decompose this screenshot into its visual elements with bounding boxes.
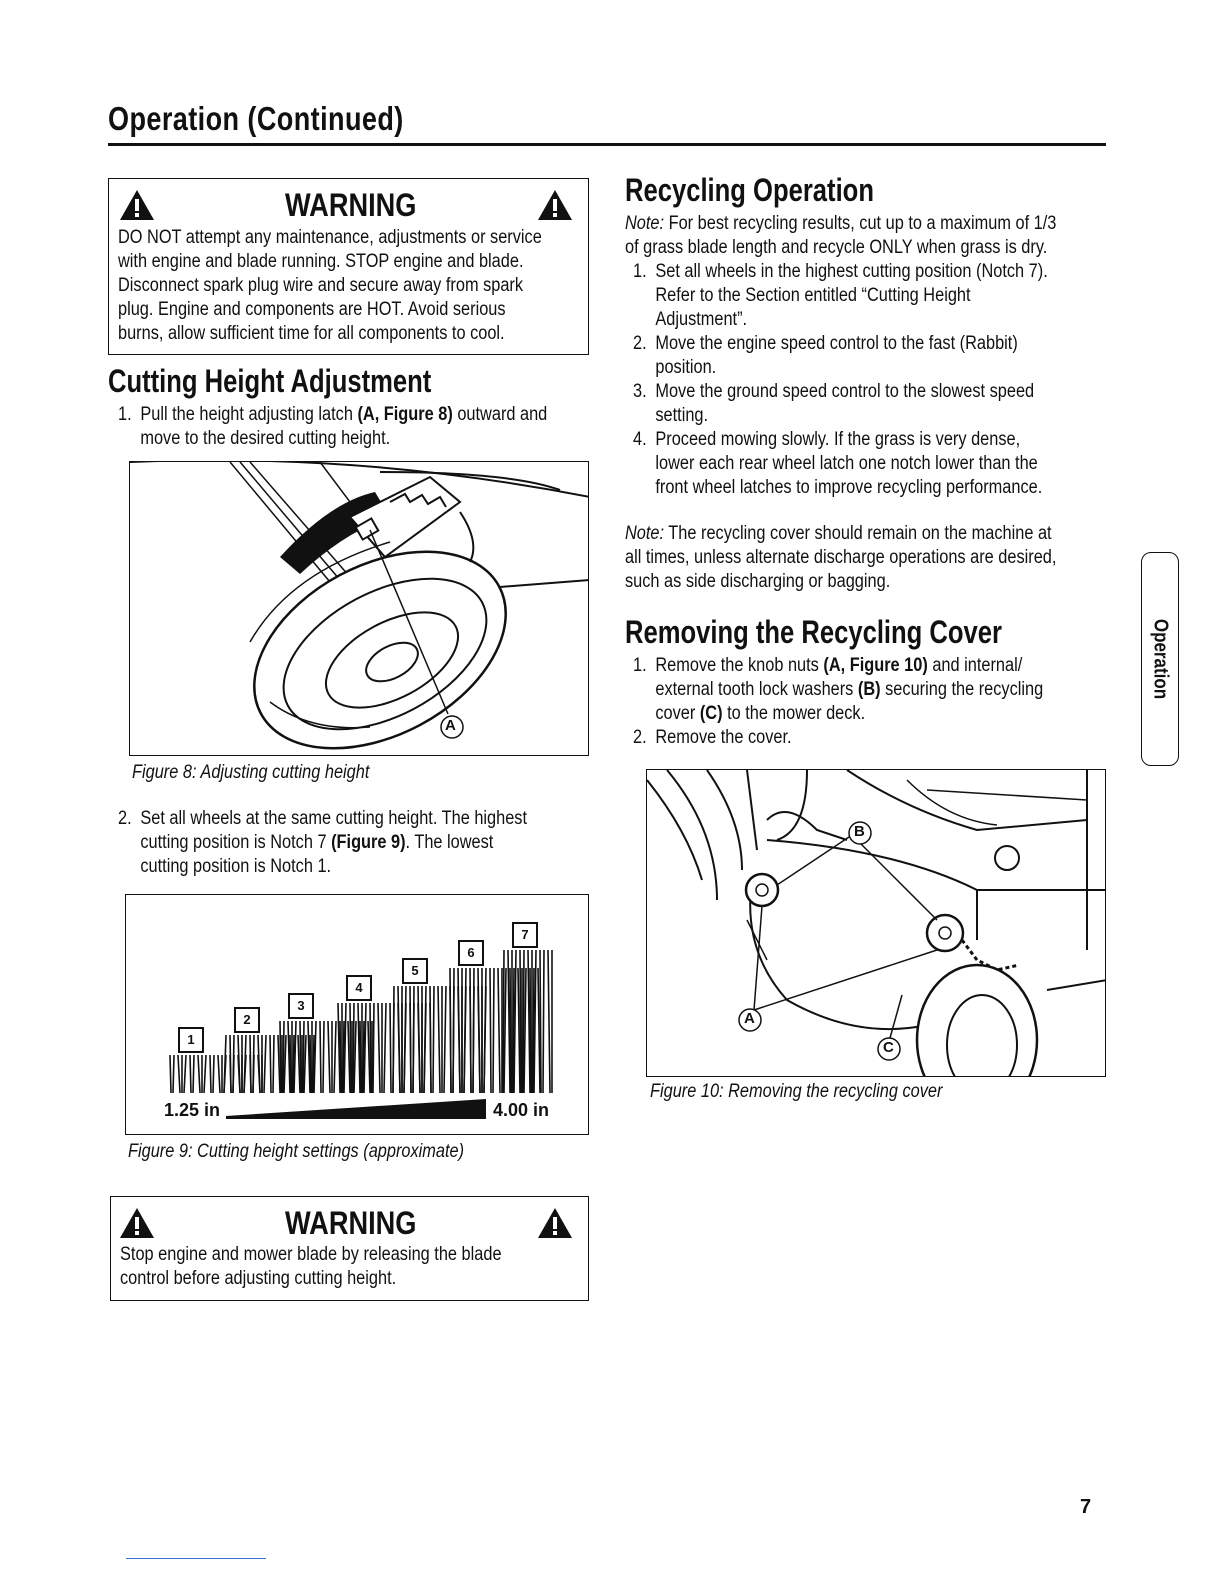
page-title: Operation (Continued)	[108, 100, 404, 137]
figure-label-a: A	[445, 717, 456, 734]
step-text: . The lowest	[405, 832, 494, 853]
note-text: For best recycling results, cut up to a maximum of 1/3	[664, 213, 1057, 234]
figure-label-a: A	[744, 1010, 755, 1027]
step-text: securing the recycling	[880, 679, 1044, 700]
recycling-step-line	[633, 332, 1048, 356]
step-text: position.	[655, 357, 717, 378]
step-number: 3.	[633, 381, 647, 402]
step-reference: (A, Figure 8)	[357, 404, 453, 425]
step-text: Refer to the Section entitled “Cutting Height	[655, 285, 971, 306]
step-text: cutting position is Notch 7	[140, 832, 332, 853]
step-number: 1.	[633, 655, 647, 676]
step-reference: (C)	[699, 703, 723, 724]
step-text: Set all wheels in the highest cutting position (Notch 7).	[655, 261, 1048, 282]
figure-10-illustration	[647, 770, 1106, 1077]
step-text: Pull the height adjusting latch	[140, 404, 358, 425]
warning-line: Stop engine and mower blade by releasing the blade	[120, 1244, 502, 1265]
figure-10-caption: Figure 10: Removing the recycling cover	[650, 1081, 943, 1102]
section-side-tab[interactable]	[1141, 552, 1179, 766]
warning-title: WARNING	[285, 187, 417, 223]
recycling-step-line	[633, 356, 1048, 380]
note-label: Note:	[625, 213, 665, 234]
recycling-step-line	[633, 284, 1048, 308]
step-text: Move the ground speed control to the slowest speed	[655, 381, 1035, 402]
figure-9	[125, 894, 589, 1135]
step-reference: (Figure 9)	[331, 832, 406, 853]
cutting-step-1	[118, 403, 547, 451]
step-text: Proceed mowing slowly. If the grass is very dense,	[655, 429, 1021, 450]
note-text: of grass blade length and recycle ONLY when grass is dry.	[625, 237, 1048, 258]
figure-label-b: B	[854, 823, 865, 840]
section-title-removing-cover: Removing the Recycling Cover	[625, 614, 1002, 650]
section-title-recycling: Recycling Operation	[625, 172, 874, 208]
warning-box-top	[108, 178, 589, 355]
warning-line: Disconnect spark plug wire and secure away from spark	[118, 275, 524, 296]
warning-line: plug. Engine and components are HOT. Avoid serious	[118, 299, 506, 320]
recycling-step-line	[633, 476, 1048, 500]
warning-line: with engine and blade running. STOP engine and blade.	[118, 251, 524, 272]
step-text: to the mower deck.	[722, 703, 866, 724]
notch-box: 6	[458, 940, 484, 966]
step-number: 4.	[633, 429, 647, 450]
warning-box-bottom	[110, 1196, 589, 1301]
removing-steps	[633, 654, 1043, 750]
section-title-cutting-height: Cutting Height Adjustment	[108, 363, 432, 399]
step-text: cover	[655, 703, 700, 724]
notch-labels	[126, 895, 589, 1135]
page-number: 7	[1080, 1496, 1092, 1518]
warning-line: DO NOT attempt any maintenance, adjustments or service	[118, 227, 542, 248]
recycling-step-line	[633, 452, 1048, 476]
notch-box: 5	[402, 958, 428, 984]
step-text: Remove the knob nuts	[655, 655, 824, 676]
note-text: The recycling cover should remain on the machine at	[664, 523, 1052, 544]
step-text: external tooth lock washers	[655, 679, 858, 700]
recycling-note-2	[625, 522, 1056, 594]
figure-8	[129, 461, 589, 756]
warning-title: WARNING	[285, 1205, 417, 1241]
step-reference: (B)	[857, 679, 881, 700]
step-number: 2.	[633, 727, 647, 748]
step-text: front wheel latches to improve recycling performance.	[655, 477, 1043, 498]
height-min-label: 1.25 in	[164, 1100, 221, 1120]
height-max-label: 4.00 in	[493, 1100, 550, 1120]
notch-box: 3	[288, 993, 314, 1019]
notch-box: 2	[234, 1007, 260, 1033]
warning-triangle-icon	[537, 1207, 573, 1239]
step-text: Set all wheels at the same cutting height. The highest	[140, 808, 528, 829]
footer-link-underline	[126, 1558, 266, 1559]
warning-triangle-icon	[119, 189, 155, 221]
notch-box: 7	[512, 922, 538, 948]
step-text: Remove the cover.	[655, 727, 792, 748]
step-number: 2.	[633, 333, 647, 354]
cutting-step-2	[118, 807, 527, 879]
step-text: Adjustment”.	[655, 309, 748, 330]
step-text: move to the desired cutting height.	[140, 428, 391, 449]
step-text: setting.	[655, 405, 709, 426]
notch-box: 1	[178, 1027, 204, 1053]
recycling-step-line	[633, 308, 1048, 332]
figure-10	[646, 769, 1106, 1077]
step-text: lower each rear wheel latch one notch lower than the	[655, 453, 1038, 474]
warning-triangle-icon	[537, 189, 573, 221]
step-text: Move the engine speed control to the fast (Rabbit)	[655, 333, 1018, 354]
figure-8-caption: Figure 8: Adjusting cutting height	[132, 762, 370, 783]
recycling-step-line	[633, 380, 1048, 404]
recycling-step-line	[633, 428, 1048, 452]
warning-line: control before adjusting cutting height.	[120, 1268, 397, 1289]
step-number: 1.	[118, 404, 132, 425]
note-text: all times, unless alternate discharge operations are desired,	[625, 547, 1057, 568]
step-number: 2.	[118, 808, 132, 829]
step-text: cutting position is Notch 1.	[140, 856, 332, 877]
step-text: outward and	[452, 404, 548, 425]
step-reference: (A, Figure 10)	[823, 655, 928, 676]
step-number: 1.	[633, 261, 647, 282]
figure-9-caption: Figure 9: Cutting height settings (approximate)	[128, 1141, 465, 1162]
warning-triangle-icon	[119, 1207, 155, 1239]
recycling-step-line	[633, 404, 1048, 428]
figure-label-c: C	[883, 1039, 894, 1056]
figure-8-illustration	[130, 462, 589, 756]
heading-rule	[108, 143, 1106, 146]
recycling-note	[625, 212, 1056, 260]
note-label: Note:	[625, 523, 665, 544]
recycling-steps	[633, 260, 1048, 500]
notch-box: 4	[346, 975, 372, 1001]
side-tab-label: Operation	[1149, 618, 1172, 700]
recycling-step-line	[633, 260, 1048, 284]
warning-line: burns, allow sufficient time for all components to cool.	[118, 323, 505, 344]
note-text: such as side discharging or bagging.	[625, 571, 891, 592]
step-text: and internal/	[927, 655, 1023, 676]
